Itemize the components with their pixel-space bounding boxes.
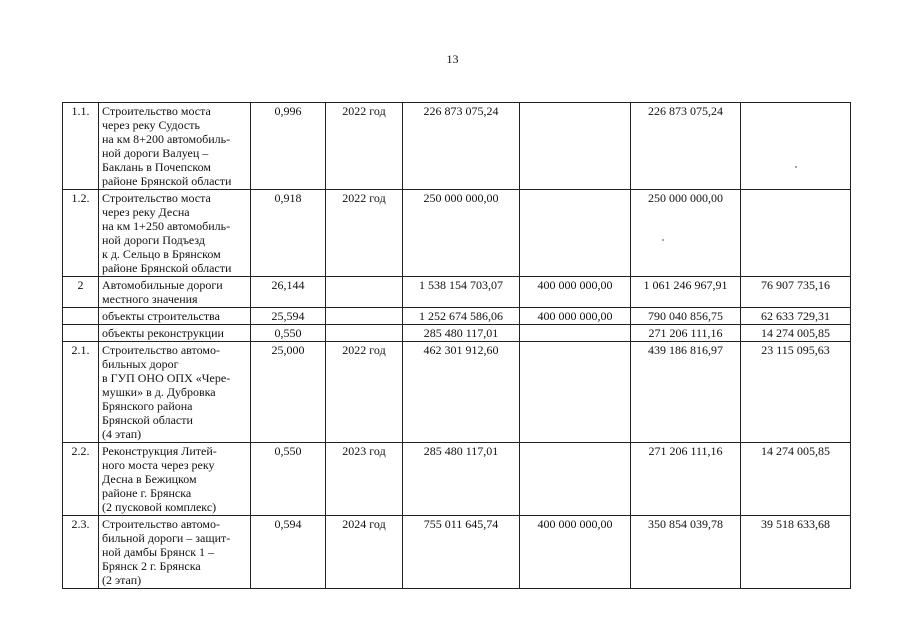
cell-object-name: Реконструкция Литей- ного моста через реку Десна в Бежицком районе г. Брянска (2 пусковой комплекс) bbox=[99, 443, 251, 516]
cell-object-name: объекты реконструкции bbox=[99, 325, 251, 342]
cell-item-number bbox=[63, 308, 99, 325]
scan-speck bbox=[795, 166, 797, 168]
cell-item-number bbox=[63, 325, 99, 342]
cell-year bbox=[326, 325, 403, 342]
cell-object-name: Строительство автомо- бильных дорог в ГУП ОНО ОПХ «Чере- мушки» в д. Дубровка Брянского района Брянской области (4 этап) bbox=[99, 342, 251, 443]
cell-object-name: Строительство моста через реку Десна на км 1+250 автомобиль- ной дороги Подъезд к д. Сельцо в Брянском районе Брянской области bbox=[99, 190, 251, 277]
cell-total: 226 873 075,24 bbox=[403, 103, 520, 190]
page-number: 13 bbox=[446, 52, 459, 66]
cell-year bbox=[326, 277, 403, 308]
scan-speck bbox=[662, 239, 664, 241]
table-row bbox=[63, 103, 851, 190]
cell-capacity: 0,550 bbox=[251, 443, 326, 516]
cell-regional-budget: 1 061 246 967,91 bbox=[631, 277, 741, 308]
cell-year: 2022 год bbox=[326, 190, 403, 277]
cell-federal-budget: 400 000 000,00 bbox=[520, 308, 631, 325]
table-row bbox=[63, 325, 851, 342]
cell-regional-budget: 271 206 111,16 bbox=[631, 443, 741, 516]
budget-table bbox=[62, 102, 851, 589]
cell-total: 1 538 154 703,07 bbox=[403, 277, 520, 308]
cell-item-number: 1.2. bbox=[63, 190, 99, 277]
cell-capacity: 0,996 bbox=[251, 103, 326, 190]
table-row bbox=[63, 443, 851, 516]
cell-regional-budget: 250 000 000,00 bbox=[631, 190, 741, 277]
cell-total: 462 301 912,60 bbox=[403, 342, 520, 443]
cell-local-budget bbox=[741, 190, 851, 277]
cell-federal-budget bbox=[520, 325, 631, 342]
cell-local-budget: 62 633 729,31 bbox=[741, 308, 851, 325]
cell-item-number: 2 bbox=[63, 277, 99, 308]
cell-object-name: Автомобильные дороги местного значения bbox=[99, 277, 251, 308]
cell-item-number: 2.3. bbox=[63, 516, 99, 589]
cell-capacity: 0,594 bbox=[251, 516, 326, 589]
cell-federal-budget: 400 000 000,00 bbox=[520, 516, 631, 589]
cell-local-budget: 23 115 095,63 bbox=[741, 342, 851, 443]
cell-total: 755 011 645,74 bbox=[403, 516, 520, 589]
cell-regional-budget: 439 186 816,97 bbox=[631, 342, 741, 443]
table-row bbox=[63, 308, 851, 325]
cell-capacity: 25,000 bbox=[251, 342, 326, 443]
cell-local-budget: 14 274 005,85 bbox=[741, 443, 851, 516]
cell-year: 2023 год bbox=[326, 443, 403, 516]
cell-year: 2024 год bbox=[326, 516, 403, 589]
cell-capacity: 0,550 bbox=[251, 325, 326, 342]
cell-capacity: 0,918 bbox=[251, 190, 326, 277]
cell-federal-budget: 400 000 000,00 bbox=[520, 277, 631, 308]
cell-capacity: 25,594 bbox=[251, 308, 326, 325]
cell-local-budget bbox=[741, 103, 851, 190]
cell-total: 1 252 674 586,06 bbox=[403, 308, 520, 325]
cell-object-name: Строительство моста через реку Судость на км 8+200 автомобиль- ной дороги Валуец – Баклань в Почепском районе Брянской области bbox=[99, 103, 251, 190]
cell-regional-budget: 226 873 075,24 bbox=[631, 103, 741, 190]
cell-federal-budget bbox=[520, 342, 631, 443]
table-row bbox=[63, 342, 851, 443]
table-row bbox=[63, 516, 851, 589]
cell-total: 285 480 117,01 bbox=[403, 325, 520, 342]
cell-object-name: Строительство автомо- бильной дороги – защит- ной дамбы Брянск 1 – Брянск 2 г. Брянска (2 этап) bbox=[99, 516, 251, 589]
table-row bbox=[63, 190, 851, 277]
cell-local-budget: 39 518 633,68 bbox=[741, 516, 851, 589]
cell-federal-budget bbox=[520, 443, 631, 516]
cell-item-number: 2.1. bbox=[63, 342, 99, 443]
cell-item-number: 2.2. bbox=[63, 443, 99, 516]
cell-local-budget: 14 274 005,85 bbox=[741, 325, 851, 342]
table-body bbox=[63, 103, 851, 589]
cell-item-number: 1.1. bbox=[63, 103, 99, 190]
cell-regional-budget: 350 854 039,78 bbox=[631, 516, 741, 589]
cell-year: 2022 год bbox=[326, 103, 403, 190]
cell-federal-budget bbox=[520, 190, 631, 277]
cell-regional-budget: 271 206 111,16 bbox=[631, 325, 741, 342]
cell-capacity: 26,144 bbox=[251, 277, 326, 308]
table-row bbox=[63, 277, 851, 308]
cell-total: 285 480 117,01 bbox=[403, 443, 520, 516]
cell-total: 250 000 000,00 bbox=[403, 190, 520, 277]
cell-year: 2022 год bbox=[326, 342, 403, 443]
cell-local-budget: 76 907 735,16 bbox=[741, 277, 851, 308]
cell-year bbox=[326, 308, 403, 325]
cell-federal-budget bbox=[520, 103, 631, 190]
cell-object-name: объекты строительства bbox=[99, 308, 251, 325]
cell-regional-budget: 790 040 856,75 bbox=[631, 308, 741, 325]
